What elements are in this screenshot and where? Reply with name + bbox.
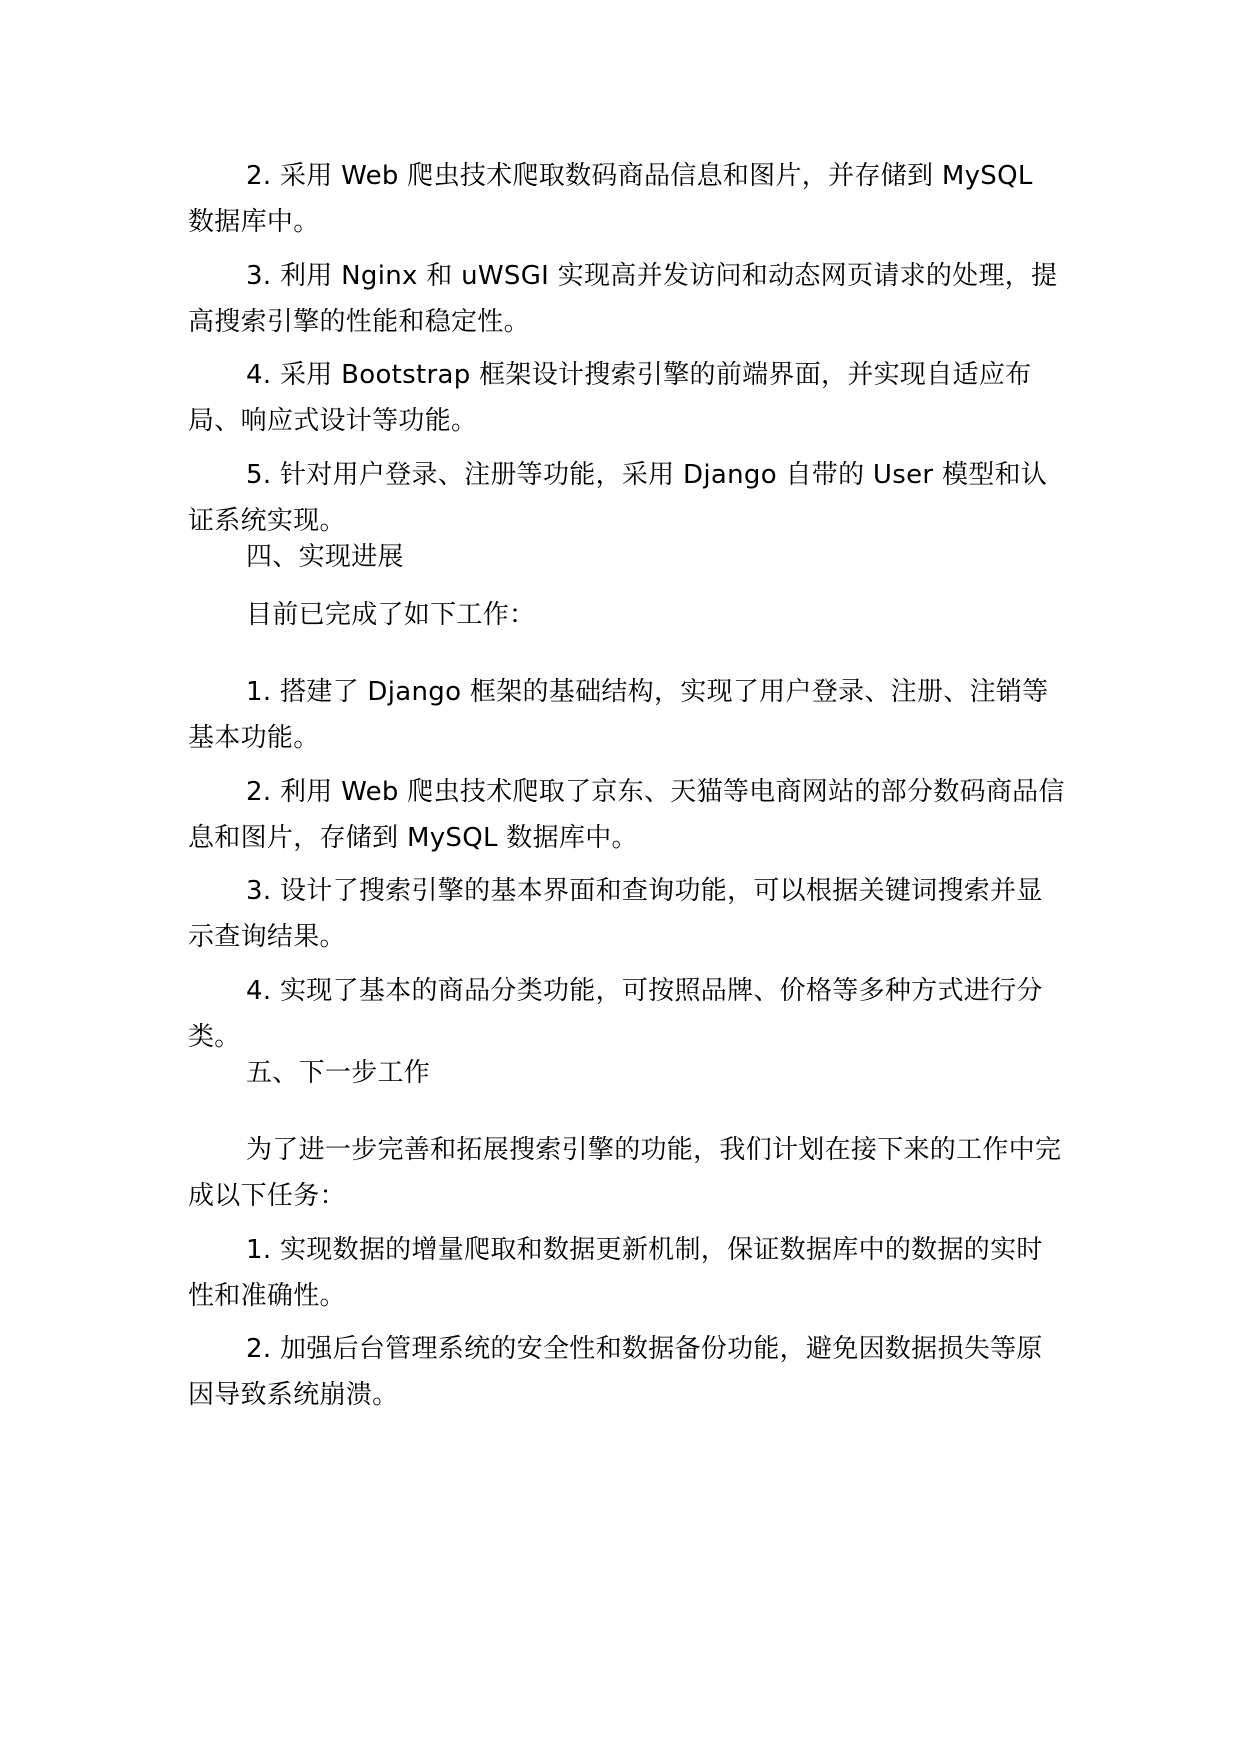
paragraph-incremental-crawl: 1. 实现数据的增量爬取和数据更新机制，保证数据库中的数据的实时性和准确性。 (188, 1235, 1043, 1311)
section-heading-progress: 四、实现进展 (246, 542, 404, 572)
paragraph-nginx-uwsgi: 3. 利用 Nginx 和 uWSGI 实现高并发访问和动态网页请求的处理，提高搜索引擎的性能和稳定性。 (188, 261, 1058, 337)
paragraph-backend-security: 2. 加强后台管理系统的安全性和数据备份功能，避免因数据损失等原因导致系统崩溃。 (188, 1334, 1043, 1410)
paragraph-django-user-auth: 5. 针对用户登录、注册等功能，采用 Django 自带的 User 模型和认证系统实现。 (188, 460, 1048, 536)
paragraph-completed-intro: 目前已完成了如下工作： (246, 600, 536, 630)
paragraph-bootstrap-frontend: 4. 采用 Bootstrap 框架设计搜索引擎的前端界面，并实现自适应布局、响应式设计等功能。 (188, 360, 1032, 436)
paragraph-next-steps-intro: 为了进一步完善和拓展搜索引擎的功能，我们计划在接下来的工作中完成以下任务： (188, 1135, 1062, 1211)
section-heading-next-steps: 五、下一步工作 (246, 1058, 431, 1088)
paragraph-django-framework: 1. 搭建了 Django 框架的基础结构，实现了用户登录、注册、注销等基本功能。 (188, 677, 1049, 753)
paragraph-crawler-mysql: 2. 采用 Web 爬虫技术爬取数码商品信息和图片，并存储到 MySQL 数据库中。 (188, 161, 1033, 237)
paragraph-search-interface: 3. 设计了搜索引擎的基本界面和查询功能，可以根据关键词搜索并显示查询结果。 (188, 876, 1043, 952)
paragraph-crawled-products: 2. 利用 Web 爬虫技术爬取了京东、天猫等电商网站的部分数码商品信息和图片，存储到 MySQL 数据库中。 (188, 777, 1065, 853)
paragraph-product-categories: 4. 实现了基本的商品分类功能，可按照品牌、价格等多种方式进行分类。 (188, 976, 1043, 1052)
